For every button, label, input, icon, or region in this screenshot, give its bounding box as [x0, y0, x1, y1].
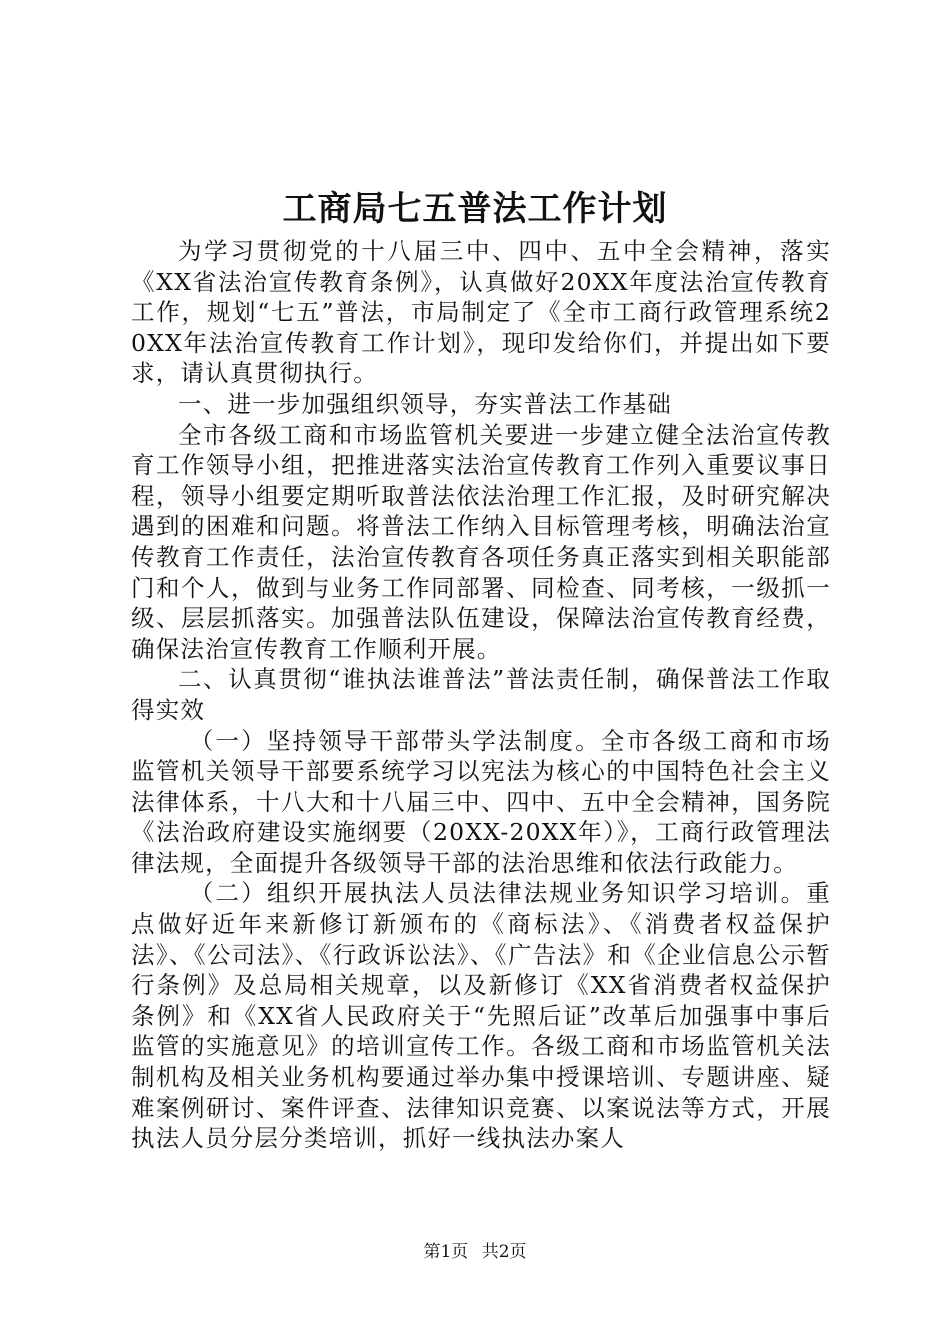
section-heading-2: 二、认真贯彻“谁执法谁普法”普法责任制，确保普法工作取得实效 [131, 665, 831, 724]
page-footer [0, 1240, 950, 1264]
section-heading-1: 一、进一步加强组织领导，夯实普法工作基础 [178, 389, 672, 418]
page-total: 共2页 [481, 1242, 527, 1262]
section-1-paragraph: 全市各级工商和市场监管机关要进一步建立健全法治宣传教育工作领导小组，把推进落实法治宣传教育工作列入重要议事日程，领导小组要定期听取普法依法治理工作汇报，及时研究解决遇到的困难和问题。将普法工作纳入目标管理考核，明确法治宣传教育工作责任，法治宣传教育各项任务真正落实到相关职能部门和个人，做到与业务工作同部署、同检查、同考核，一级抓一级、层层抓落实。加强普法队伍建设，保障法治宣传教育经费，确保法治宣传教育工作顺利开展。 [131, 420, 831, 663]
document-title: 工商局七五普法工作计划 [282, 189, 668, 229]
document-body [131, 236, 831, 1154]
intro-paragraph: 为学习贯彻党的十八届三中、四中、五中全会精神，落实《XX省法治宣传教育条例》，认真做好20XX年度法治宣传教育工作，规划“七五”普法，市局制定了《全市工商行政管理系统20XX年法治宣传教育工作计划》，现印发给你们，并提出如下要求，请认真贯彻执行。 [131, 237, 831, 388]
page-number: 第1页 [423, 1242, 469, 1262]
subsection-1-paragraph: （一）坚持领导干部带头学法制度。全市各级工商和市场监管机关领导干部要系统学习以宪法为核心的中国特色社会主义法律体系，十八大和十八届三中、四中、五中全会精神，国务院《法治政府建设实施纲要（20XX-20XX年）》，工商行政管理法律法规，全面提升各级领导干部的法治思维和依法行政能力。 [131, 726, 831, 877]
subsection-2-paragraph: （二）组织开展执法人员法律法规业务知识学习培训。重点做好近年来新修订新颁布的《商标法》、《消费者权益保护法》、《公司法》、《行政诉讼法》、《广告法》和《企业信息公示暂行条例》及总局相关规章，以及新修订《XX省消费者权益保护条例》和《XX省人民政府关于“先照后证”改革后加强事中事后监管的实施意见》的培训宣传工作。各级工商和市场监管机关法制机构及相关业务机构要通过举办集中授课培训、专题讲座、疑难案例研讨、案件评查、法律知识竞赛、以案说法等方式，开展执法人员分层分类培训，抓好一线执法办案人 [131, 879, 831, 1153]
